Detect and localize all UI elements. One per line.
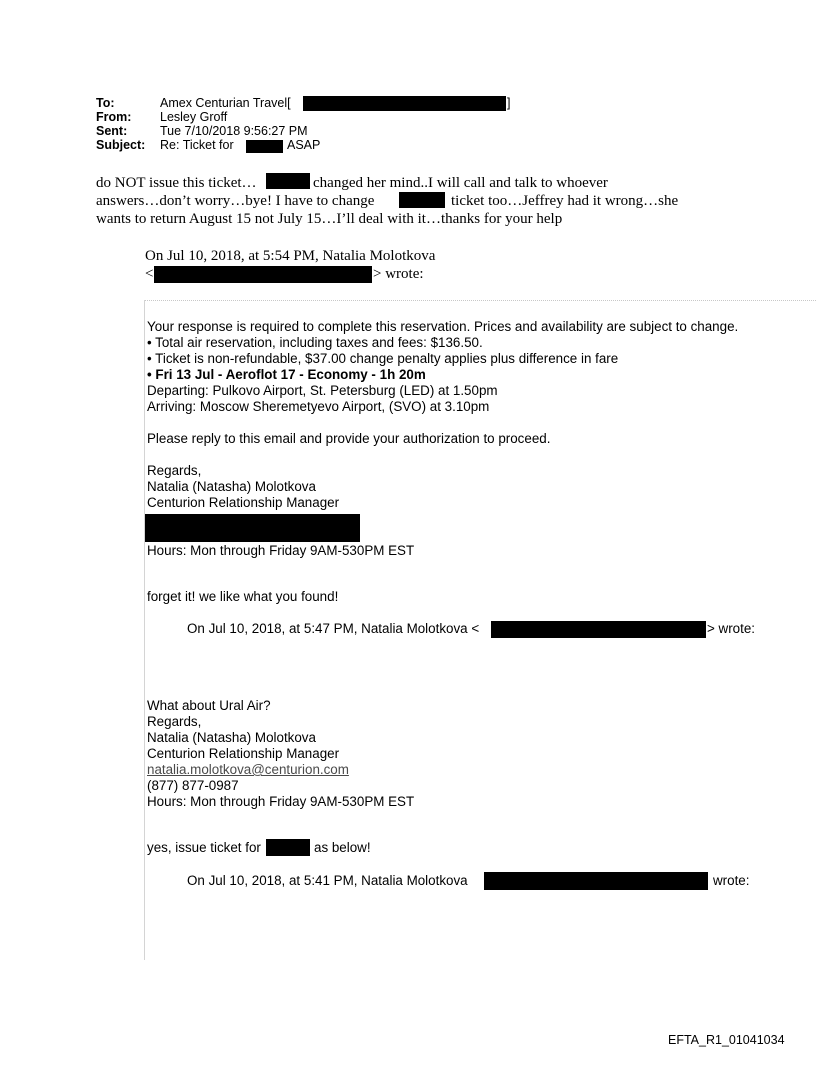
redaction-forget-email: [491, 621, 706, 638]
message-intro: Your response is required to complete this reservation. Prices and availability are subject to change.: [147, 319, 739, 334]
quote-top-border: [144, 300, 816, 302]
ural-hours: Hours: Mon through Friday 9AM-530PM EST: [147, 794, 415, 809]
message-reply-request: Please reply to this email and provide your authorization to proceed.: [147, 431, 551, 446]
from-value: Lesley Groff: [160, 110, 228, 124]
message-bullet-total: • Total air reservation, including taxes and fees: $136.50.: [147, 335, 483, 350]
reply-line2-b: ticket too…Jeffrey had it wrong…she: [451, 193, 679, 209]
sent-label: Sent:: [96, 124, 128, 138]
ural-email-link[interactable]: natalia.molotkova@centurion.com: [147, 762, 349, 777]
redaction-signature-contact: [145, 514, 360, 542]
message-arriving: Arriving: Moscow Sheremetyevo Airport, (SVO) at 3.10pm: [147, 399, 490, 414]
to-label: To:: [96, 96, 115, 110]
reply-line1-b: changed her mind..I will call and talk to whoever: [313, 175, 608, 191]
yes-text-b: as below!: [314, 840, 371, 855]
redaction-to-address: [303, 96, 506, 111]
from-label: From:: [96, 110, 132, 124]
message-regards: Regards,: [147, 463, 202, 478]
forget-text: forget it! we like what you found!: [147, 589, 339, 604]
redaction-yes-name: [266, 839, 310, 856]
subject-label: Subject:: [96, 138, 146, 152]
ural-text: What about Ural Air?: [147, 698, 271, 713]
sent-value: Tue 7/10/2018 9:56:27 PM: [160, 124, 308, 138]
forget-quote: On Jul 10, 2018, at 5:47 PM, Natalia Molotkova <: [187, 621, 480, 636]
to-close-bracket: ]: [507, 96, 511, 110]
quote-left-border: [144, 300, 145, 960]
to-value: Amex Centurian Travel[: [160, 96, 291, 110]
reply-line2-a: answers…don’t worry…bye! I have to change: [96, 193, 375, 209]
message-signature-name: Natalia (Natasha) Molotkova: [147, 479, 316, 494]
bates-number: EFTA_R1_01041034: [668, 1033, 785, 1047]
ural-phone: (877) 877-0987: [147, 778, 239, 793]
message-departing: Departing: Pulkovo Airport, St. Petersburg (LED) at 1.50pm: [147, 383, 498, 398]
yes-quote: On Jul 10, 2018, at 5:41 PM, Natalia Molotkova: [187, 873, 468, 888]
message-hours: Hours: Mon through Friday 9AM-530PM EST: [147, 543, 415, 558]
quote1-line1: On Jul 10, 2018, at 5:54 PM, Natalia Molotkova: [145, 248, 436, 264]
redaction-subject-name: [246, 140, 283, 153]
subject-prefix: Re: Ticket for: [160, 138, 234, 152]
yes-text-a: yes, issue ticket for: [147, 840, 261, 855]
quote1-open-bracket: <: [145, 266, 154, 282]
message-bullet-ticket: • Ticket is non-refundable, $37.00 change penalty applies plus difference in fare: [147, 351, 619, 366]
message-bullet-flight: • Fri 13 Jul - Aeroflot 17 - Economy - 1h 20m: [147, 367, 426, 382]
reply-line1-a: do NOT issue this ticket…: [96, 175, 257, 191]
yes-wrote: wrote:: [713, 873, 750, 888]
redaction-reply-name2: [399, 192, 445, 208]
ural-signature-title: Centurion Relationship Manager: [147, 746, 340, 761]
subject-suffix: ASAP: [287, 138, 321, 152]
message-signature-title: Centurion Relationship Manager: [147, 495, 340, 510]
quote1-wrote: > wrote:: [373, 266, 424, 282]
forget-wrote: > wrote:: [707, 621, 756, 636]
redaction-reply-name1: [266, 173, 310, 189]
redaction-quote1-email: [154, 266, 372, 283]
ural-regards: Regards,: [147, 714, 202, 729]
ural-signature-name: Natalia (Natasha) Molotkova: [147, 730, 316, 745]
reply-line3: wants to return August 15 not July 15…I’ll deal with it…thanks for your help: [96, 211, 563, 227]
redaction-yes-email: [484, 872, 708, 890]
